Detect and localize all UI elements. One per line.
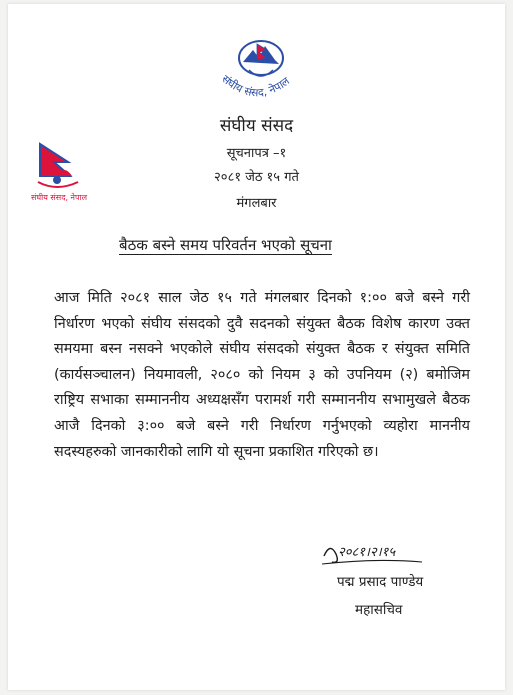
notice-body: आज मिति २०८१ साल जेठ १५ गते मंगलबार दिनको १:०० बजे बस्ने गरी निर्धारण भएको संघीय संसदको दुवै सदनको संयुक्त बैठक विशेष कारण उक्त समयमा बस्न नसक्ने भएकोले संघीय संसदको संयुक्त बैठक र संयुक्त समिति (कार्यसञ्चालन) नियमावली, २०८० को नियम ३ को उपनियम (२) बमोजिम राष्ट्रिय सभाका सम्माननीय अध्यक्षसँग परामर्श गरी सम्माननीय सभामुखले बैठक आजै दिनको ३:०० बजे बस्ने गरी निर्धारण गर्नुभएको व्यहोरा माननीय सदस्यहरुको जानकारीको लागि यो सूचना प्रकाशित गरिएको छ। [54,290,470,460]
notice-subject: बैठक बस्ने समय परिवर्तन भएको सूचना [119,236,332,254]
notice-number: सूचनापत्र –१ [226,146,287,161]
signature-date: २०८१।२।१५ [338,545,396,560]
side-logo-text: संघीय संसद, नेपाल [30,193,88,202]
signer-designation: महासचिव [355,602,403,618]
notice-day: मंगलबार [236,196,277,211]
notice-date: २०८१ जेठ १५ गते [214,170,299,185]
svg-text:संघीय संसद, नेपाल [219,72,292,99]
page-title: संघीय संसद [219,116,294,136]
signer-name: पद्म प्रसाद पाण्डेय [337,574,424,590]
parliament-emblem-icon [213,30,309,112]
emblem-text: संघीय संसद, नेपाल [219,72,293,100]
handwritten-signature [318,536,428,570]
